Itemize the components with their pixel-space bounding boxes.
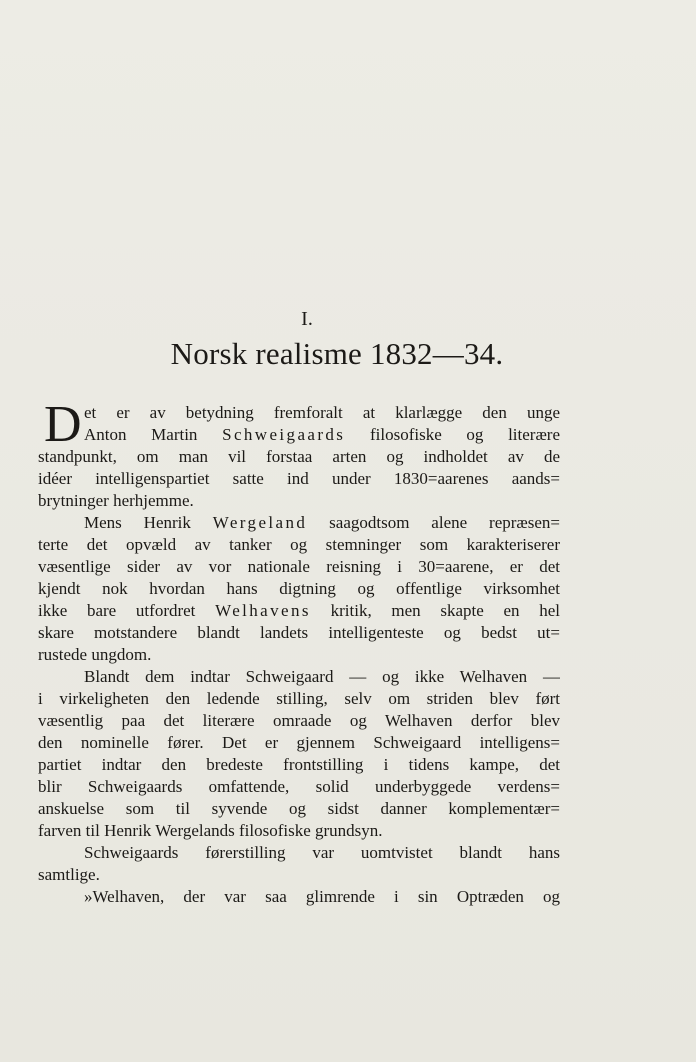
text-line: væsentlige sider av vor nationale reisning i 30=aarene, er det — [38, 557, 560, 576]
text-line: blir Schweigaards omfattende, solid underbyggede verdens= — [38, 777, 560, 796]
text-line: standpunkt, om man vil forstaa arten og indholdet av de — [38, 447, 560, 466]
text-line: Mens Henrik Wergeland saagodtsom alene repræsen= — [84, 513, 560, 532]
text-line: anskuelse som til syvende og sidst danner komplementær= — [38, 799, 560, 818]
text-line: »Welhaven, der var saa glimrende i sin Optræden og — [84, 887, 560, 906]
text-line: den nominelle fører. Det er gjennem Schweigaard intelligens= — [38, 733, 560, 752]
text-line: partiet indtar den bredeste frontstilling i tidens kampe, det — [38, 755, 560, 774]
text-line: væsentlig paa det literære omraade og Welhaven derfor blev — [38, 711, 560, 730]
chapter-number: I. — [301, 308, 313, 330]
text-line: idéer intelligenspartiet satte ind under 1830=aarenes aands= — [38, 469, 560, 488]
text-line: rustede ungdom. — [38, 645, 152, 664]
text-line: ikke bare utfordret Welhavens kritik, men skapte en hel — [38, 601, 560, 620]
text-line: farven til Henrik Wergelands filosofiske grundsyn. — [38, 821, 383, 840]
text-line: Schweigaards førerstilling var uomtvistet blandt hans — [84, 843, 560, 862]
text-line: i virkeligheten den ledende stilling, selv om striden blev ført — [38, 689, 560, 708]
text-line: Blandt dem indtar Schweigaard — og ikke Welhaven — — [84, 667, 560, 686]
text-line: terte det opvæld av tanker og stemninger som karakteriserer — [38, 535, 560, 554]
text-line: kjendt nok hvordan hans digtning og offentlige virksomhet — [38, 579, 560, 598]
text-line: brytninger herhjemme. — [38, 491, 194, 510]
drop-cap: D — [44, 396, 82, 453]
body-text — [38, 396, 560, 908]
chapter-title: Norsk realisme 1832—34. — [170, 336, 504, 371]
text-line: et er av betydning fremforalt at klarlægge den unge — [84, 403, 560, 422]
text-line: samtlige. — [38, 865, 100, 884]
text-line: Anton Martin Schweigaards filosofiske og literære — [84, 425, 560, 444]
text-line: skare motstandere blandt landets intelligenteste og bedst ut= — [38, 623, 560, 642]
